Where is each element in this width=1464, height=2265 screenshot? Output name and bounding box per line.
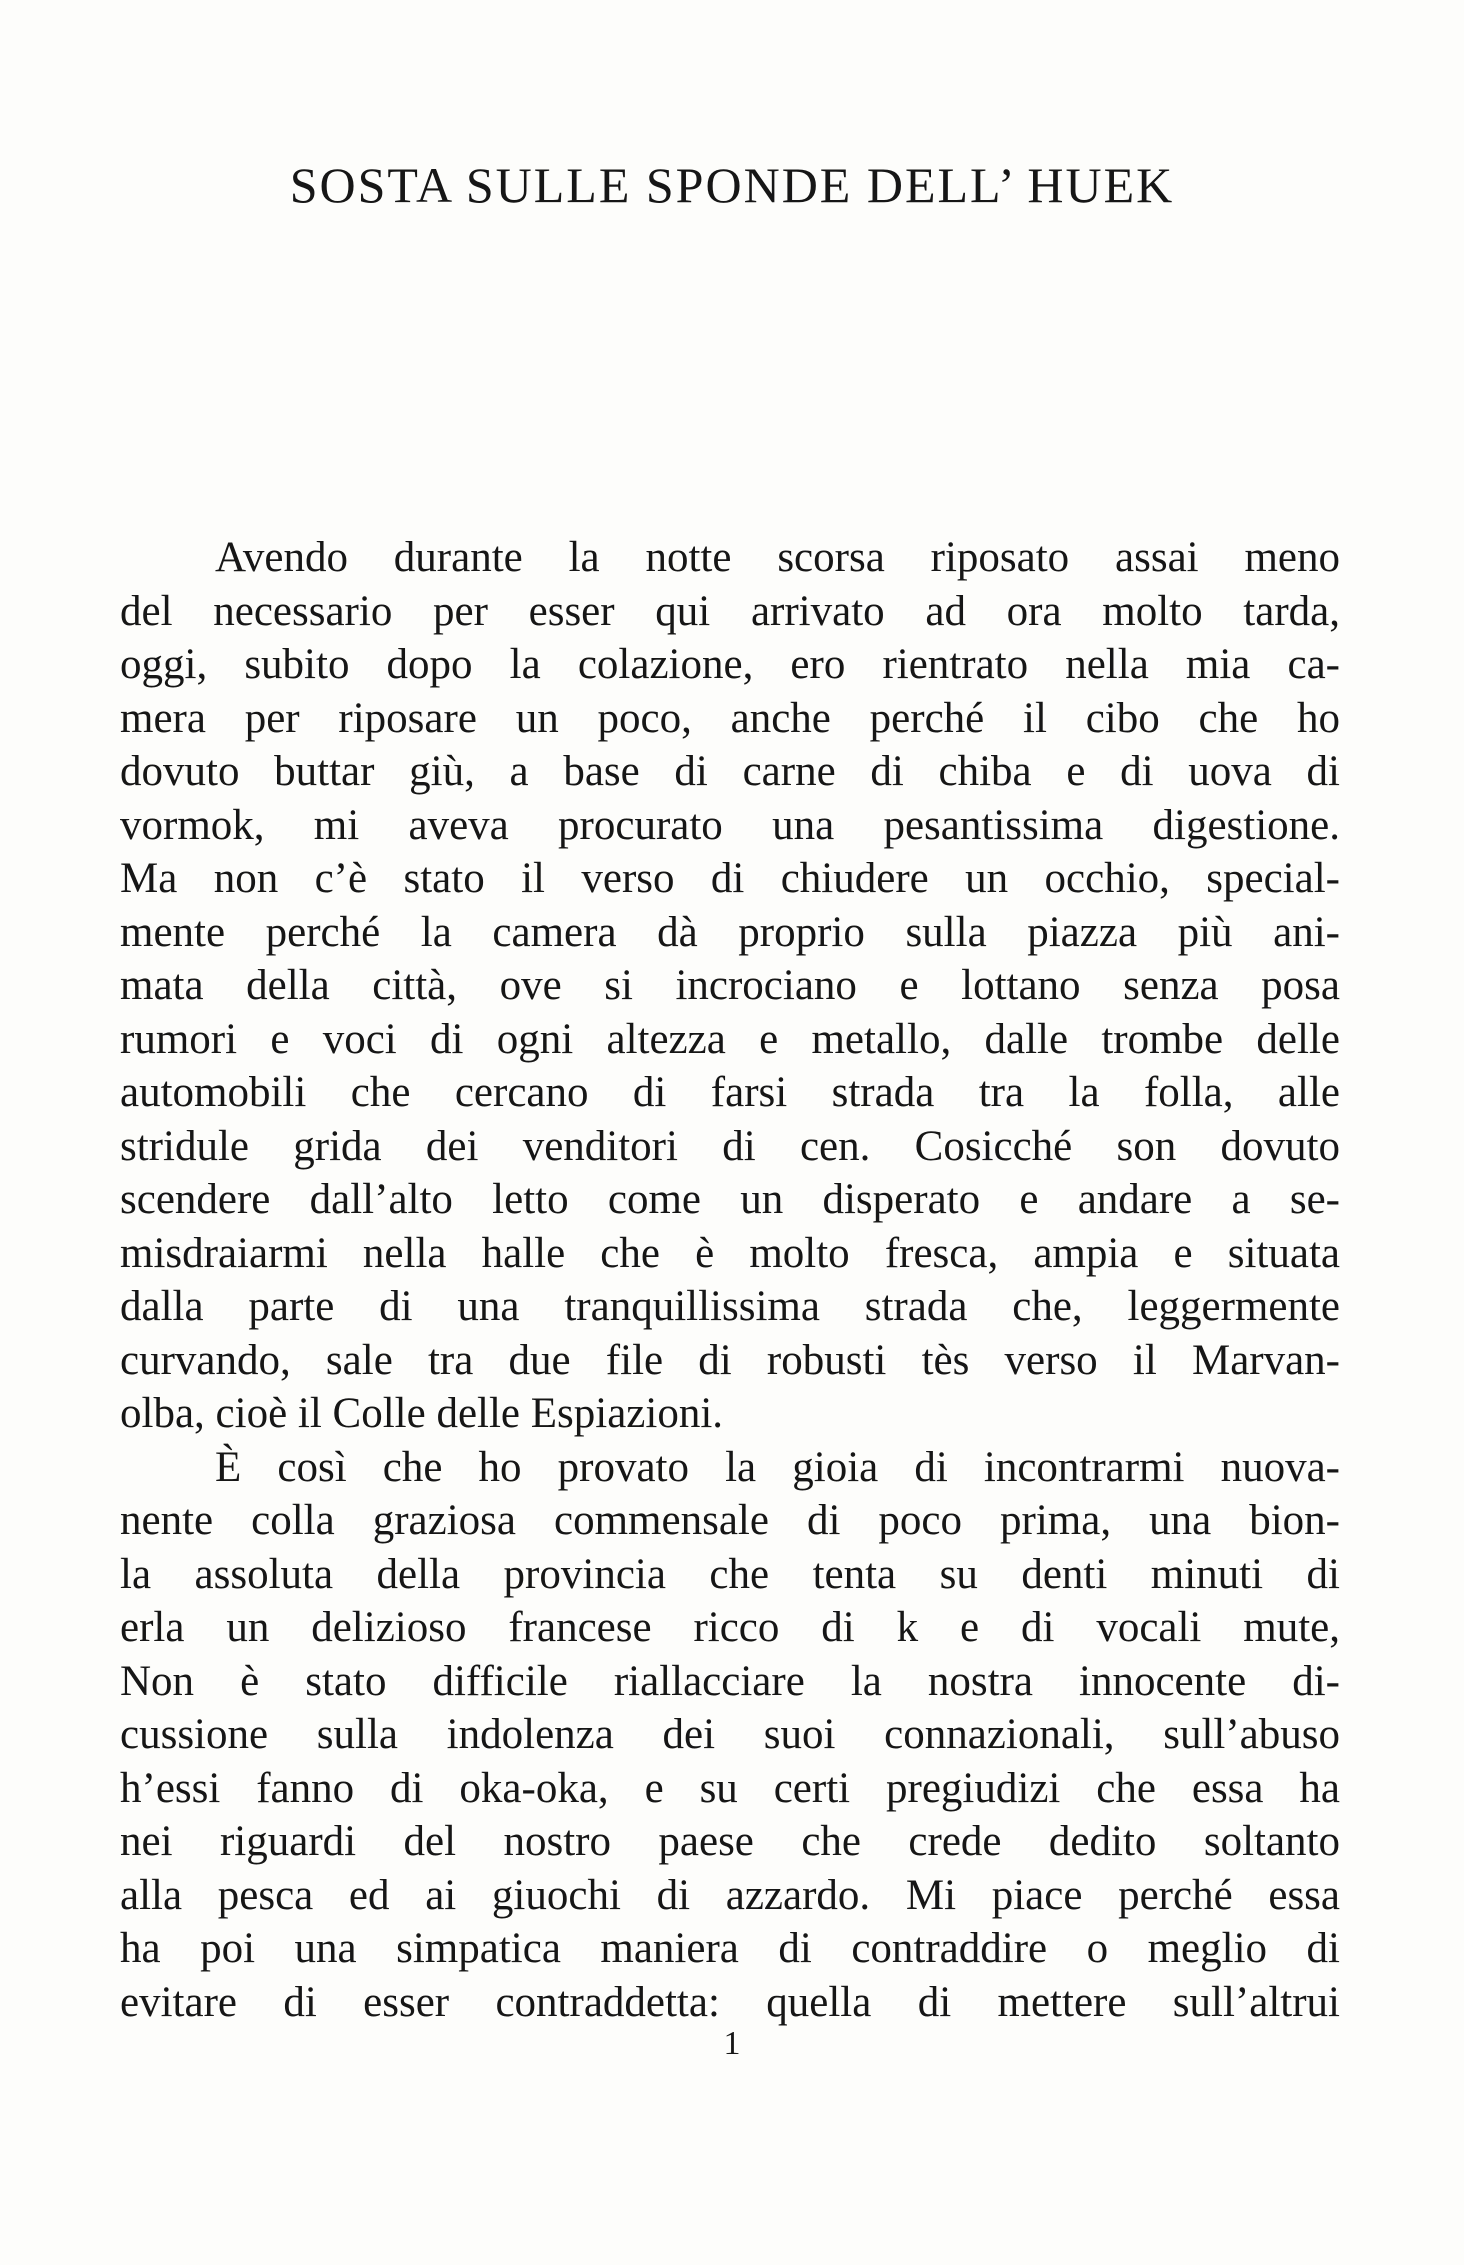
text-line: mente perché la camera dà proprio sulla piazza più ani- (120, 908, 1340, 956)
text-line: dovuto buttar giù, a base di carne di chiba e di uova di (120, 748, 1340, 795)
text-line: ha poi una simpatica maniera di contraddire o meglio di (120, 1925, 1340, 1972)
text-line: erla un delizioso francese ricco di k e di vocali mute, (120, 1604, 1340, 1651)
text-line: mata della città, ove si incrociano e lottano senza posa (120, 962, 1340, 1009)
text-line: nei riguardi del nostro paese che crede dedito soltanto (120, 1818, 1340, 1865)
text-line: olba, cioè il Colle delle Espiazioni. (120, 1390, 724, 1437)
text-line: stridule grida dei venditori di cen. Cosicché son dovuto (120, 1122, 1340, 1170)
text-line: Avendo durante la notte scorsa riposato assai meno (215, 534, 1340, 581)
body-text (120, 531, 1340, 2029)
text-line: h’essi fanno di oka-oka, e su certi pregiudizi che essa ha (120, 1764, 1340, 1812)
text-line: la assoluta della provincia che tenta su denti minuti di (120, 1550, 1340, 1598)
chapter-title: SOSTA SULLE SPONDE DELL’ HUEK (289, 157, 1175, 213)
text-line: mera per riposare un poco, anche perché il cibo che ho (120, 694, 1340, 742)
text-line: automobili che cercano di farsi strada tra la folla, alle (120, 1069, 1340, 1116)
page-number: 1 (723, 2025, 741, 2062)
text-line: del necessario per esser qui arrivato ad ora molto tarda, (120, 587, 1340, 635)
text-line: Non è stato difficile riallacciare la nostra innocente di- (120, 1657, 1340, 1705)
text-line: misdraiarmi nella halle che è molto fresca, ampia e situata (120, 1229, 1340, 1277)
text-line: evitare di esser contraddetta: quella di mettere sull’altrui (120, 1978, 1340, 2026)
text-line: cussione sulla indolenza dei suoi connazionali, sull’abuso (120, 1711, 1340, 1758)
text-line: alla pesca ed ai giuochi di azzardo. Mi piace perché essa (120, 1871, 1340, 1919)
text-line: rumori e voci di ogni altezza e metallo, dalle trombe delle (120, 1015, 1340, 1063)
text-line: nente colla graziosa commensale di poco prima, una bion- (120, 1497, 1340, 1544)
text-line: curvando, sale tra due file di robusti tès verso il Marvan- (120, 1336, 1340, 1384)
text-line: oggi, subito dopo la colazione, ero rientrato nella mia ca- (120, 641, 1340, 688)
text-line: Ma non c’è stato il verso di chiudere un occhio, special- (120, 855, 1340, 902)
text-line: dalla parte di una tranquillissima strada che, leggermente (120, 1283, 1340, 1330)
text-line: vormok, mi aveva procurato una pesantissima digestione. (120, 801, 1340, 849)
text-line: È così che ho provato la gioia di incontrarmi nuova- (215, 1443, 1340, 1491)
text-line: scendere dall’alto letto come un disperato e andare a se- (120, 1176, 1340, 1223)
